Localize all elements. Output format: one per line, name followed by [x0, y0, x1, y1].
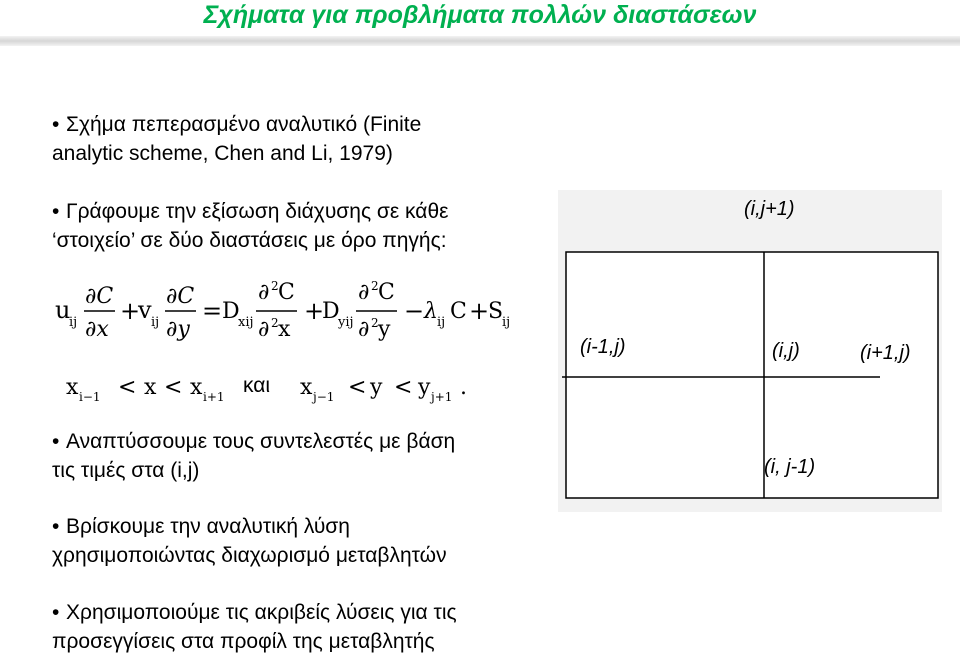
grid-border	[566, 252, 938, 498]
bullet-dot: •	[52, 113, 60, 136]
conjunction-text: και	[243, 374, 271, 397]
bullet-dot: •	[52, 200, 60, 223]
svg-text:x: x	[144, 375, 157, 400]
svg-text:D: D	[222, 299, 240, 324]
svg-text:∂: ∂	[258, 280, 270, 305]
svg-text:∂x: ∂x	[85, 317, 109, 342]
node-label-bottom: (i, j-1)	[764, 456, 816, 478]
svg-text:+: +	[469, 297, 490, 325]
bullet-coefficients	[52, 427, 455, 485]
svg-text:2: 2	[271, 279, 279, 293]
svg-text:+: +	[120, 297, 141, 325]
bullet-line: Βρίσκουμε την αναλυτική λύση	[66, 515, 350, 538]
svg-text:+: +	[304, 297, 325, 325]
bullet-line: ‘στοιχείο’ σε δύο διαστάσεις με όρο πηγής:	[52, 229, 447, 252]
svg-text:ij: ij	[437, 315, 446, 330]
node-label-center: (i,j)	[772, 340, 800, 362]
bullet-line: Αναπτύσσουμε τους συντελεστές με βάση	[66, 430, 456, 453]
x-range-inequality-image	[64, 370, 236, 406]
svg-text:<: <	[394, 375, 413, 400]
svg-text:j−1: j−1	[313, 390, 335, 404]
svg-text:ij: ij	[502, 315, 511, 330]
svg-text:i+1: i+1	[203, 390, 225, 404]
svg-text:−: −	[404, 297, 425, 325]
svg-text:C: C	[450, 299, 467, 324]
svg-text:y: y	[370, 375, 383, 400]
y-range-inequality-image	[298, 370, 478, 406]
svg-text:2: 2	[371, 279, 379, 293]
svg-text:D: D	[322, 299, 340, 324]
bullet-line: analytic scheme, Chen and Li, 1979)	[52, 142, 393, 165]
svg-text:∂: ∂	[358, 280, 370, 305]
svg-text:u: u	[55, 296, 71, 324]
bullet-line: χρησιμοποιώντας διαχωρισμό μεταβλητών	[52, 544, 447, 567]
bullet-dot: •	[52, 515, 60, 538]
svg-text:2: 2	[371, 316, 379, 330]
svg-text:j+1: j+1	[431, 390, 453, 404]
slide-title: Σχήματα για προβλήματα πολλών διαστάσεων	[203, 1, 757, 29]
bullet-dot: •	[52, 601, 60, 624]
svg-text:∂y: ∂y	[166, 317, 190, 342]
svg-text:yij: yij	[338, 315, 354, 330]
svg-text:x: x	[190, 375, 203, 400]
svg-text:<: <	[348, 375, 367, 400]
bullet-finite-analytic	[52, 110, 421, 168]
svg-text:C: C	[278, 280, 295, 305]
svg-text:∂: ∂	[358, 317, 370, 342]
svg-text:λ: λ	[424, 299, 438, 324]
svg-text:.: .	[460, 375, 467, 400]
svg-text:v: v	[138, 296, 152, 324]
node-label-right: (i+1,j)	[860, 342, 911, 364]
diffusion-equation-image	[52, 276, 522, 350]
bullet-line: Χρησιμοποιούμε τις ακριβείς λύσεις για τις	[66, 601, 457, 624]
title-divider	[0, 36, 960, 46]
svg-text:x: x	[66, 375, 79, 400]
svg-text:ij: ij	[69, 315, 78, 330]
svg-text:∂C: ∂C	[166, 284, 195, 309]
svg-text:C: C	[378, 280, 395, 305]
node-label-top: (i,j+1)	[744, 198, 795, 220]
bullet-exact-solutions	[52, 598, 457, 656]
svg-text:i−1: i−1	[79, 390, 101, 404]
svg-text:<: <	[164, 375, 183, 400]
svg-text:S: S	[488, 299, 504, 324]
svg-text:2: 2	[271, 316, 279, 330]
svg-text:∂C: ∂C	[85, 284, 114, 309]
svg-text:ij: ij	[151, 315, 160, 330]
bullet-line: Γράφουμε την εξίσωση διάχυσης σε κάθε	[66, 200, 449, 223]
svg-text:x: x	[278, 317, 291, 342]
svg-text:y: y	[418, 375, 431, 400]
bullet-diffusion-equation	[52, 197, 448, 255]
svg-text:y: y	[378, 317, 391, 342]
svg-text:<: <	[118, 375, 137, 400]
bullet-line: τις τιμές στα (i,j)	[52, 459, 200, 482]
svg-text:xij: xij	[238, 315, 254, 330]
svg-text:x: x	[300, 375, 313, 400]
bullet-analytic-solution	[52, 512, 447, 570]
bullet-line: προσεγγίσεις στα προφίλ της μεταβλητής	[52, 630, 435, 653]
bullet-line: Σχήμα πεπερασμένο αναλυτικό (Finite	[66, 113, 422, 136]
node-label-left: (i-1,j)	[580, 336, 626, 358]
svg-text:∂: ∂	[258, 317, 270, 342]
svg-text:=: =	[202, 297, 223, 325]
bullet-dot: •	[52, 430, 60, 453]
